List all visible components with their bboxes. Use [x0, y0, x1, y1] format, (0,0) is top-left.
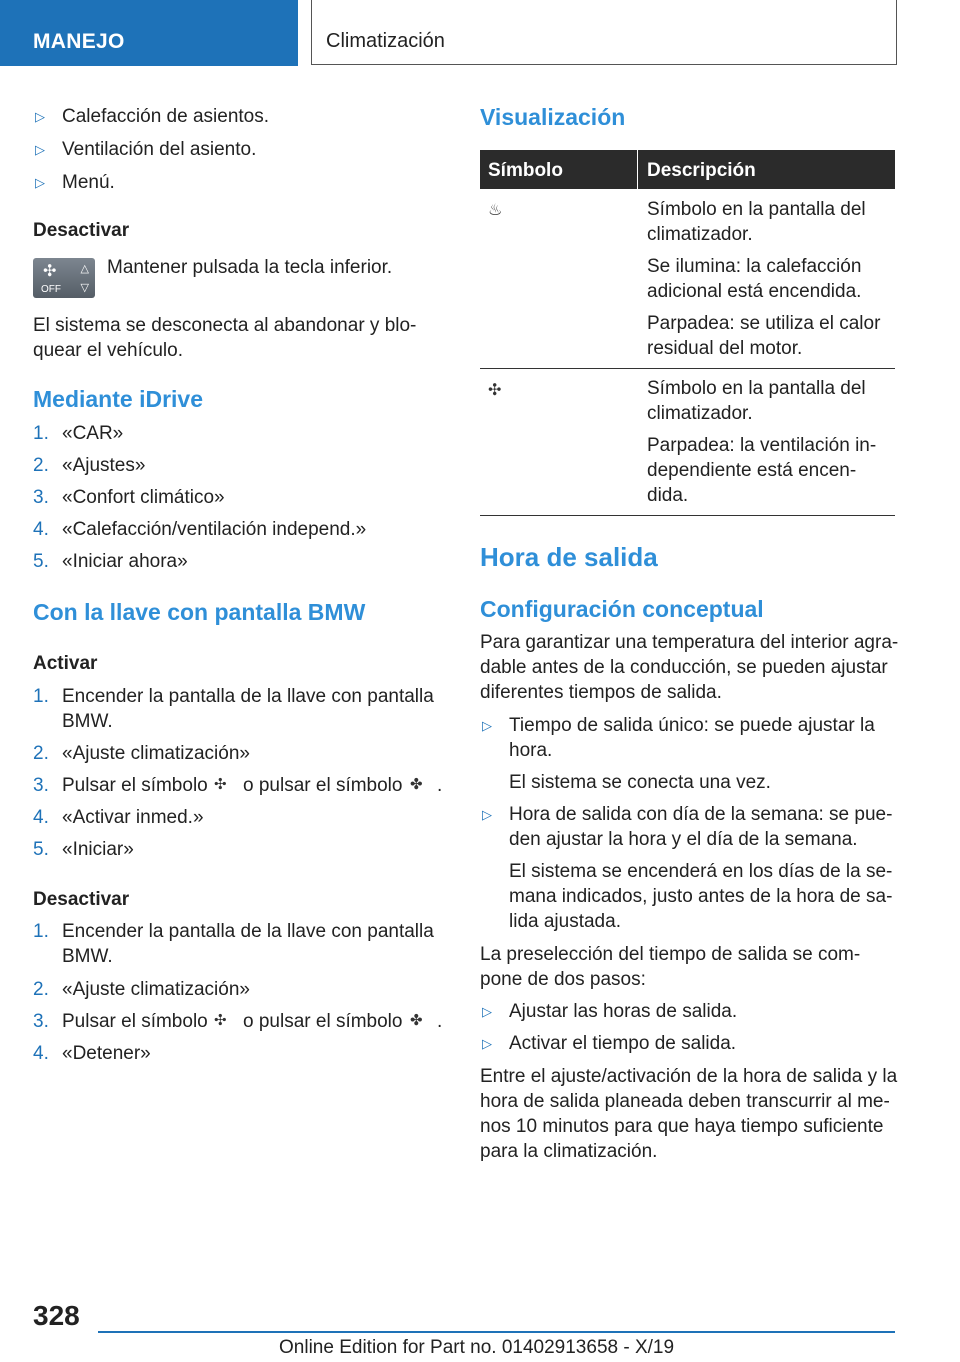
fan-outline-icon: ✣ — [214, 776, 227, 793]
heading-configuracion: Configuración conceptual — [480, 596, 764, 622]
list-item: Ventilación del asiento. — [62, 139, 257, 160]
table-cell-line: residual del motor. — [647, 338, 803, 359]
paragraph-line: pone de dos pasos: — [480, 969, 646, 990]
footer-rule — [98, 1331, 895, 1333]
step-number: 2. — [33, 979, 49, 1000]
paragraph-line: dable antes de la conducción, se pueden ajustar — [480, 657, 888, 678]
list-item: den ajustar la hora y el día de la semana. — [509, 829, 858, 850]
step-number: 1. — [33, 686, 49, 707]
step-number: 5. — [33, 839, 49, 860]
off-label: OFF — [41, 284, 61, 295]
triangle-up-icon: △ — [80, 263, 89, 275]
table-header-divider — [637, 150, 638, 189]
paragraph-line: Entre el ajuste/activación de la hora de salida y la — [480, 1066, 898, 1087]
triangle-bullet-icon: ▷ — [482, 1036, 492, 1051]
step-text: «Ajuste climatización» — [62, 743, 250, 764]
fan-heat-icon: ✤ — [410, 1012, 423, 1029]
section-tab — [0, 0, 298, 66]
subheading-desactivar: Desactivar — [33, 220, 130, 241]
subheading-activar: Activar — [33, 653, 98, 674]
triangle-bullet-icon: ▷ — [482, 1004, 492, 1019]
step-text: «CAR» — [62, 423, 124, 444]
list-item-note: lida ajustada. — [509, 911, 621, 932]
table-header-descripcion: Descripción — [647, 160, 756, 181]
heading-visualizacion: Visualización — [480, 104, 626, 130]
triangle-down-icon: ▽ — [80, 282, 89, 294]
step-text: o pulsar el símbolo — [243, 775, 403, 796]
fan-off-button-image — [33, 258, 95, 298]
step-number: 2. — [33, 743, 49, 764]
step-text: «Detener» — [62, 1043, 151, 1064]
triangle-bullet-icon: ▷ — [35, 175, 45, 190]
paragraph-line: diferentes tiempos de salida. — [480, 682, 722, 703]
heading-hora-salida: Hora de salida — [480, 542, 658, 572]
step-text: «Activar inmed.» — [62, 807, 204, 828]
heat-waves-icon: ♨ — [488, 202, 503, 219]
step-text: Pulsar el símbolo — [62, 775, 208, 796]
step-number: 1. — [33, 423, 49, 444]
list-item: Tiempo de salida único: se puede ajustar la — [509, 715, 875, 736]
footer-edition: Online Edition for Part no. 01402913658 - X/19 — [279, 1337, 675, 1358]
step-number: 5. — [33, 551, 49, 572]
paragraph-line: La preselección del tiempo de salida se com- — [480, 944, 861, 965]
step-number: 3. — [33, 487, 49, 508]
table-cell-line: Símbolo en la pantalla del — [647, 199, 866, 220]
table-cell-line: climatizador. — [647, 403, 753, 424]
paragraph-line: El sistema se desconecta al abandonar y blo- — [33, 315, 417, 336]
page-header — [0, 0, 960, 66]
step-number: 4. — [33, 1043, 49, 1064]
triangle-bullet-icon: ▷ — [482, 718, 492, 733]
step-text: . — [437, 775, 443, 796]
step-number: 1. — [33, 921, 49, 942]
table-cell-line: climatizador. — [647, 224, 753, 245]
step-number: 4. — [33, 519, 49, 540]
fan-outline-icon: ✣ — [214, 1012, 227, 1029]
symbol-table-header — [480, 150, 895, 189]
fan-icon: ✣ — [43, 263, 57, 280]
paragraph-line: Para garantizar una temperatura del interior agra- — [480, 632, 899, 653]
section-label: MANEJO — [33, 30, 125, 53]
list-item-note: El sistema se encenderá en los días de la se- — [509, 861, 893, 882]
step-number: 4. — [33, 807, 49, 828]
fan-heat-icon: ✤ — [410, 776, 423, 793]
step-text: «Iniciar» — [62, 839, 134, 860]
table-cell-line: adicional está encendida. — [647, 281, 862, 302]
step-number: 3. — [33, 775, 49, 796]
table-cell-line: Símbolo en la pantalla del — [647, 378, 866, 399]
table-cell-line: Parpadea: se utiliza el calor — [647, 313, 881, 334]
triangle-bullet-icon: ▷ — [35, 109, 45, 124]
step-number: 3. — [33, 1011, 49, 1032]
page-number: 328 — [33, 1300, 80, 1331]
table-row-divider — [480, 368, 895, 369]
list-item: Ajustar las horas de salida. — [509, 1001, 738, 1022]
step-text: «Iniciar ahora» — [62, 551, 188, 572]
list-item: Hora de salida con día de la semana: se pue- — [509, 804, 893, 825]
chapter-title: Climatización — [326, 30, 445, 52]
table-cell-line: Se ilumina: la calefacción — [647, 256, 862, 277]
paragraph-line: quear el vehículo. — [33, 340, 183, 361]
table-row-divider — [480, 515, 895, 516]
paragraph-line: hora de salida planeada deben transcurrir al me- — [480, 1091, 890, 1112]
step-text: Encender la pantalla de la llave con pantalla — [62, 921, 434, 942]
list-item: hora. — [509, 740, 553, 761]
list-item: Menú. — [62, 172, 115, 193]
chapter-title-box — [311, 0, 897, 65]
step-text: «Calefacción/ventilación independ.» — [62, 519, 367, 540]
paragraph-line: nos 10 minutos para que haya tiempo suficiente — [480, 1116, 884, 1137]
step-text: Pulsar el símbolo — [62, 1011, 208, 1032]
list-item-note: mana indicados, justo antes de la hora de sa- — [509, 886, 893, 907]
step-number: 2. — [33, 455, 49, 476]
step-text: «Confort climático» — [62, 487, 225, 508]
list-item: Calefacción de asientos. — [62, 106, 270, 127]
step-text: «Ajustes» — [62, 455, 146, 476]
paragraph-line: para la climatización. — [480, 1141, 658, 1162]
step-text: Encender la pantalla de la llave con pantalla — [62, 686, 434, 707]
triangle-bullet-icon: ▷ — [482, 807, 492, 822]
step-text: BMW. — [62, 711, 113, 732]
table-cell-line: dependiente está encen- — [647, 460, 857, 481]
step-text: «Ajuste climatización» — [62, 979, 250, 1000]
triangle-bullet-icon: ▷ — [35, 142, 45, 157]
step-text: BMW. — [62, 946, 113, 967]
step-text: o pulsar el símbolo — [243, 1011, 403, 1032]
table-header-simbolo: Símbolo — [488, 160, 563, 181]
table-cell-line: dida. — [647, 485, 689, 506]
step-text: . — [437, 1011, 443, 1032]
desactivar-text: Mantener pulsada la tecla inferior. — [107, 257, 393, 278]
list-item: Activar el tiempo de salida. — [509, 1033, 737, 1054]
subheading-desactivar: Desactivar — [33, 889, 130, 910]
fan-outline-icon: ✣ — [488, 382, 502, 399]
heading-idrive: Mediante iDrive — [33, 386, 203, 412]
heading-key-display: Con la llave con pantalla BMW — [33, 599, 366, 625]
list-item-note: El sistema se conecta una vez. — [509, 772, 771, 793]
table-cell-line: Parpadea: la ventilación in- — [647, 435, 877, 456]
